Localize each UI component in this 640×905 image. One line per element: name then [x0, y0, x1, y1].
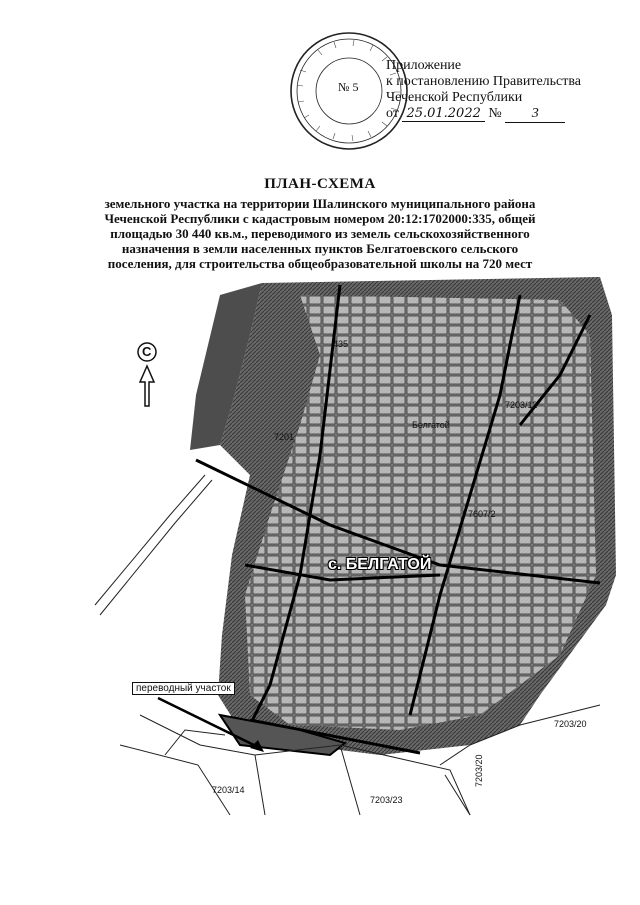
appendix-header — [386, 58, 581, 123]
lot-label: 7203/12 — [505, 400, 538, 410]
lot-label: 7203/14 — [212, 785, 245, 795]
seal-number: № 5 — [338, 80, 359, 94]
lot-label: Белгатой — [412, 420, 450, 430]
map-image — [0, 275, 640, 835]
subtitle-line: назначения в земли населенных пунктов Белгатоевского сельского — [121, 241, 519, 256]
appendix-line-3: Чеченской Республики — [386, 90, 523, 105]
appendix-line-1: Приложение — [386, 58, 462, 73]
date-prefix: от — [386, 106, 399, 121]
lot-label: 7201 — [274, 432, 295, 442]
subtitle-line: площадью 30 440 кв.м., переводимого из земель сельскохозяйственного — [110, 226, 530, 241]
lot-label: 7203/23 — [370, 795, 403, 805]
document-subtitle — [85, 196, 555, 271]
north-letter: С — [142, 344, 152, 359]
lot-label: 435 — [333, 339, 349, 349]
lot-label: 7203/20 — [554, 719, 587, 729]
appendix-date: 25.01.2022 — [402, 106, 484, 122]
lot-label: 7203/20 — [474, 754, 484, 787]
subtitle-line: Чеченской Республики с кадастровым номером 20:12:1702000:335, общей — [104, 211, 536, 226]
number-prefix: № — [488, 106, 502, 121]
document-title: ПЛАН-СХЕМА — [264, 176, 376, 192]
appendix-number: 3 — [505, 106, 565, 123]
cadastral-map — [0, 275, 640, 835]
appendix-line-2: к постановлению Правительства — [386, 74, 582, 89]
village-name-label: с. БЕЛГАТОЙ — [328, 556, 432, 573]
subtitle-line: земельного участка на территории Шалинского муниципального района — [104, 196, 536, 211]
appendix-date-line — [386, 106, 581, 123]
parcel-arrow — [150, 690, 280, 760]
parcel-callout-label: переводный участок — [132, 682, 235, 695]
subtitle-line: поселения, для строительства общеобразовательной школы на 720 мест — [107, 256, 533, 271]
lot-label: 7607/2 — [468, 509, 496, 519]
